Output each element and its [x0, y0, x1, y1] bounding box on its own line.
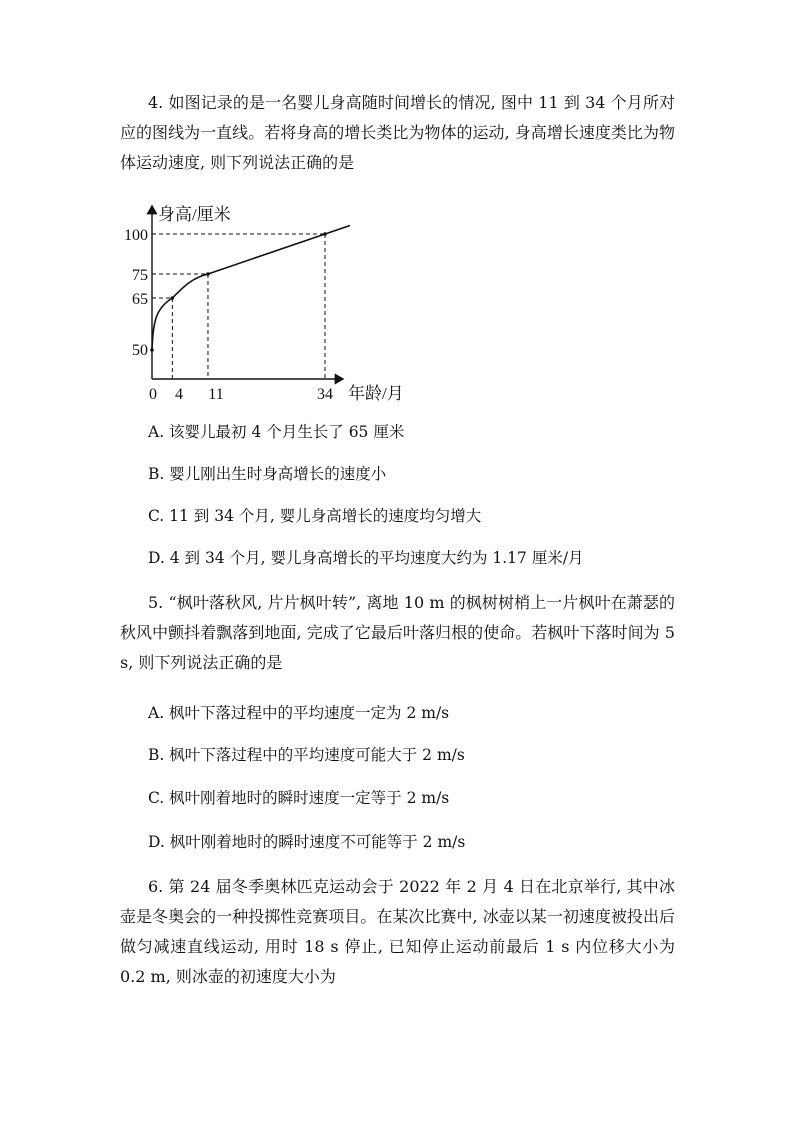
x-tick-11: 11: [208, 386, 224, 403]
y-tick-65: 65: [132, 291, 148, 308]
question-4-option-c: C. 11 到 34 个月, 婴儿身高增长的速度均匀增大: [148, 507, 482, 525]
data-point-11: [206, 272, 210, 276]
question-4-stem: 4. 如图记录的是一名婴儿身高随时间增长的情况, 图中 11 到 34 个月所对应的图线为一直线。若将身高的增长类比为物体的运动, 身高增长速度类比为物体运动速度, 则下列说法正确的是: [120, 93, 675, 172]
data-point-4: [171, 296, 175, 300]
data-point-0: [150, 348, 154, 352]
y-tick-100: 100: [124, 227, 148, 244]
x-axis-label: 年龄/月: [348, 384, 404, 403]
question-5-stem: 5. “枫叶落秋风, 片片枫叶转”, 离地 10 m 的枫树树梢上一片枫叶在萧瑟的秋风中颤抖着飘落到地面, 完成了它最后叶落归根的使命。若枫叶下落时间为 5 s, 则下列说法正确的是: [120, 593, 675, 672]
question-5-option-c: C. 枫叶刚着地时的瞬时速度一定等于 2 m/s: [148, 789, 450, 807]
question-6-stem: 6. 第 24 届冬季奥林匹克运动会于 2022 年 2 月 4 日在北京举行, 其中冰壶是冬奥会的一种投掷性竞赛项目。在某次比赛中, 冰壶以某一初速度被投出后做匀减速直线运动, 用时 18 s 停止, 已知停止运动前最后 1 s 内位移大小为 0.2 m, 则冰壶的初速度大小为: [120, 877, 675, 986]
x-tick-4: 4: [175, 386, 183, 403]
y-axis-label: 身高/厘米: [158, 205, 231, 224]
question-5-option-a: A. 枫叶下落过程中的平均速度一定为 2 m/s: [148, 704, 450, 722]
question-5-option-d: D. 枫叶刚着地时的瞬时速度不可能等于 2 m/s: [148, 833, 466, 851]
question-5-option-b: B. 枫叶下落过程中的平均速度可能大于 2 m/s: [148, 746, 465, 764]
height-age-chart: [124, 198, 428, 408]
growth-line: [208, 225, 350, 274]
x-tick-34: 34: [317, 386, 333, 403]
question-4-option-d: D. 4 到 34 个月, 婴儿身高增长的平均速度大约为 1.17 厘米/月: [148, 549, 584, 567]
question-4-option-a: A. 该婴儿最初 4 个月生长了 65 厘米: [148, 423, 405, 441]
question-4-option-b: B. 婴儿刚出生时身高增长的速度小: [148, 465, 387, 483]
data-point-34: [323, 232, 327, 236]
x-tick-0: 0: [149, 386, 157, 403]
growth-curve: [152, 274, 208, 350]
y-tick-50: 50: [132, 342, 148, 359]
dashed-guides: [152, 234, 325, 379]
y-tick-75: 75: [132, 267, 148, 284]
data-points: [150, 232, 327, 352]
